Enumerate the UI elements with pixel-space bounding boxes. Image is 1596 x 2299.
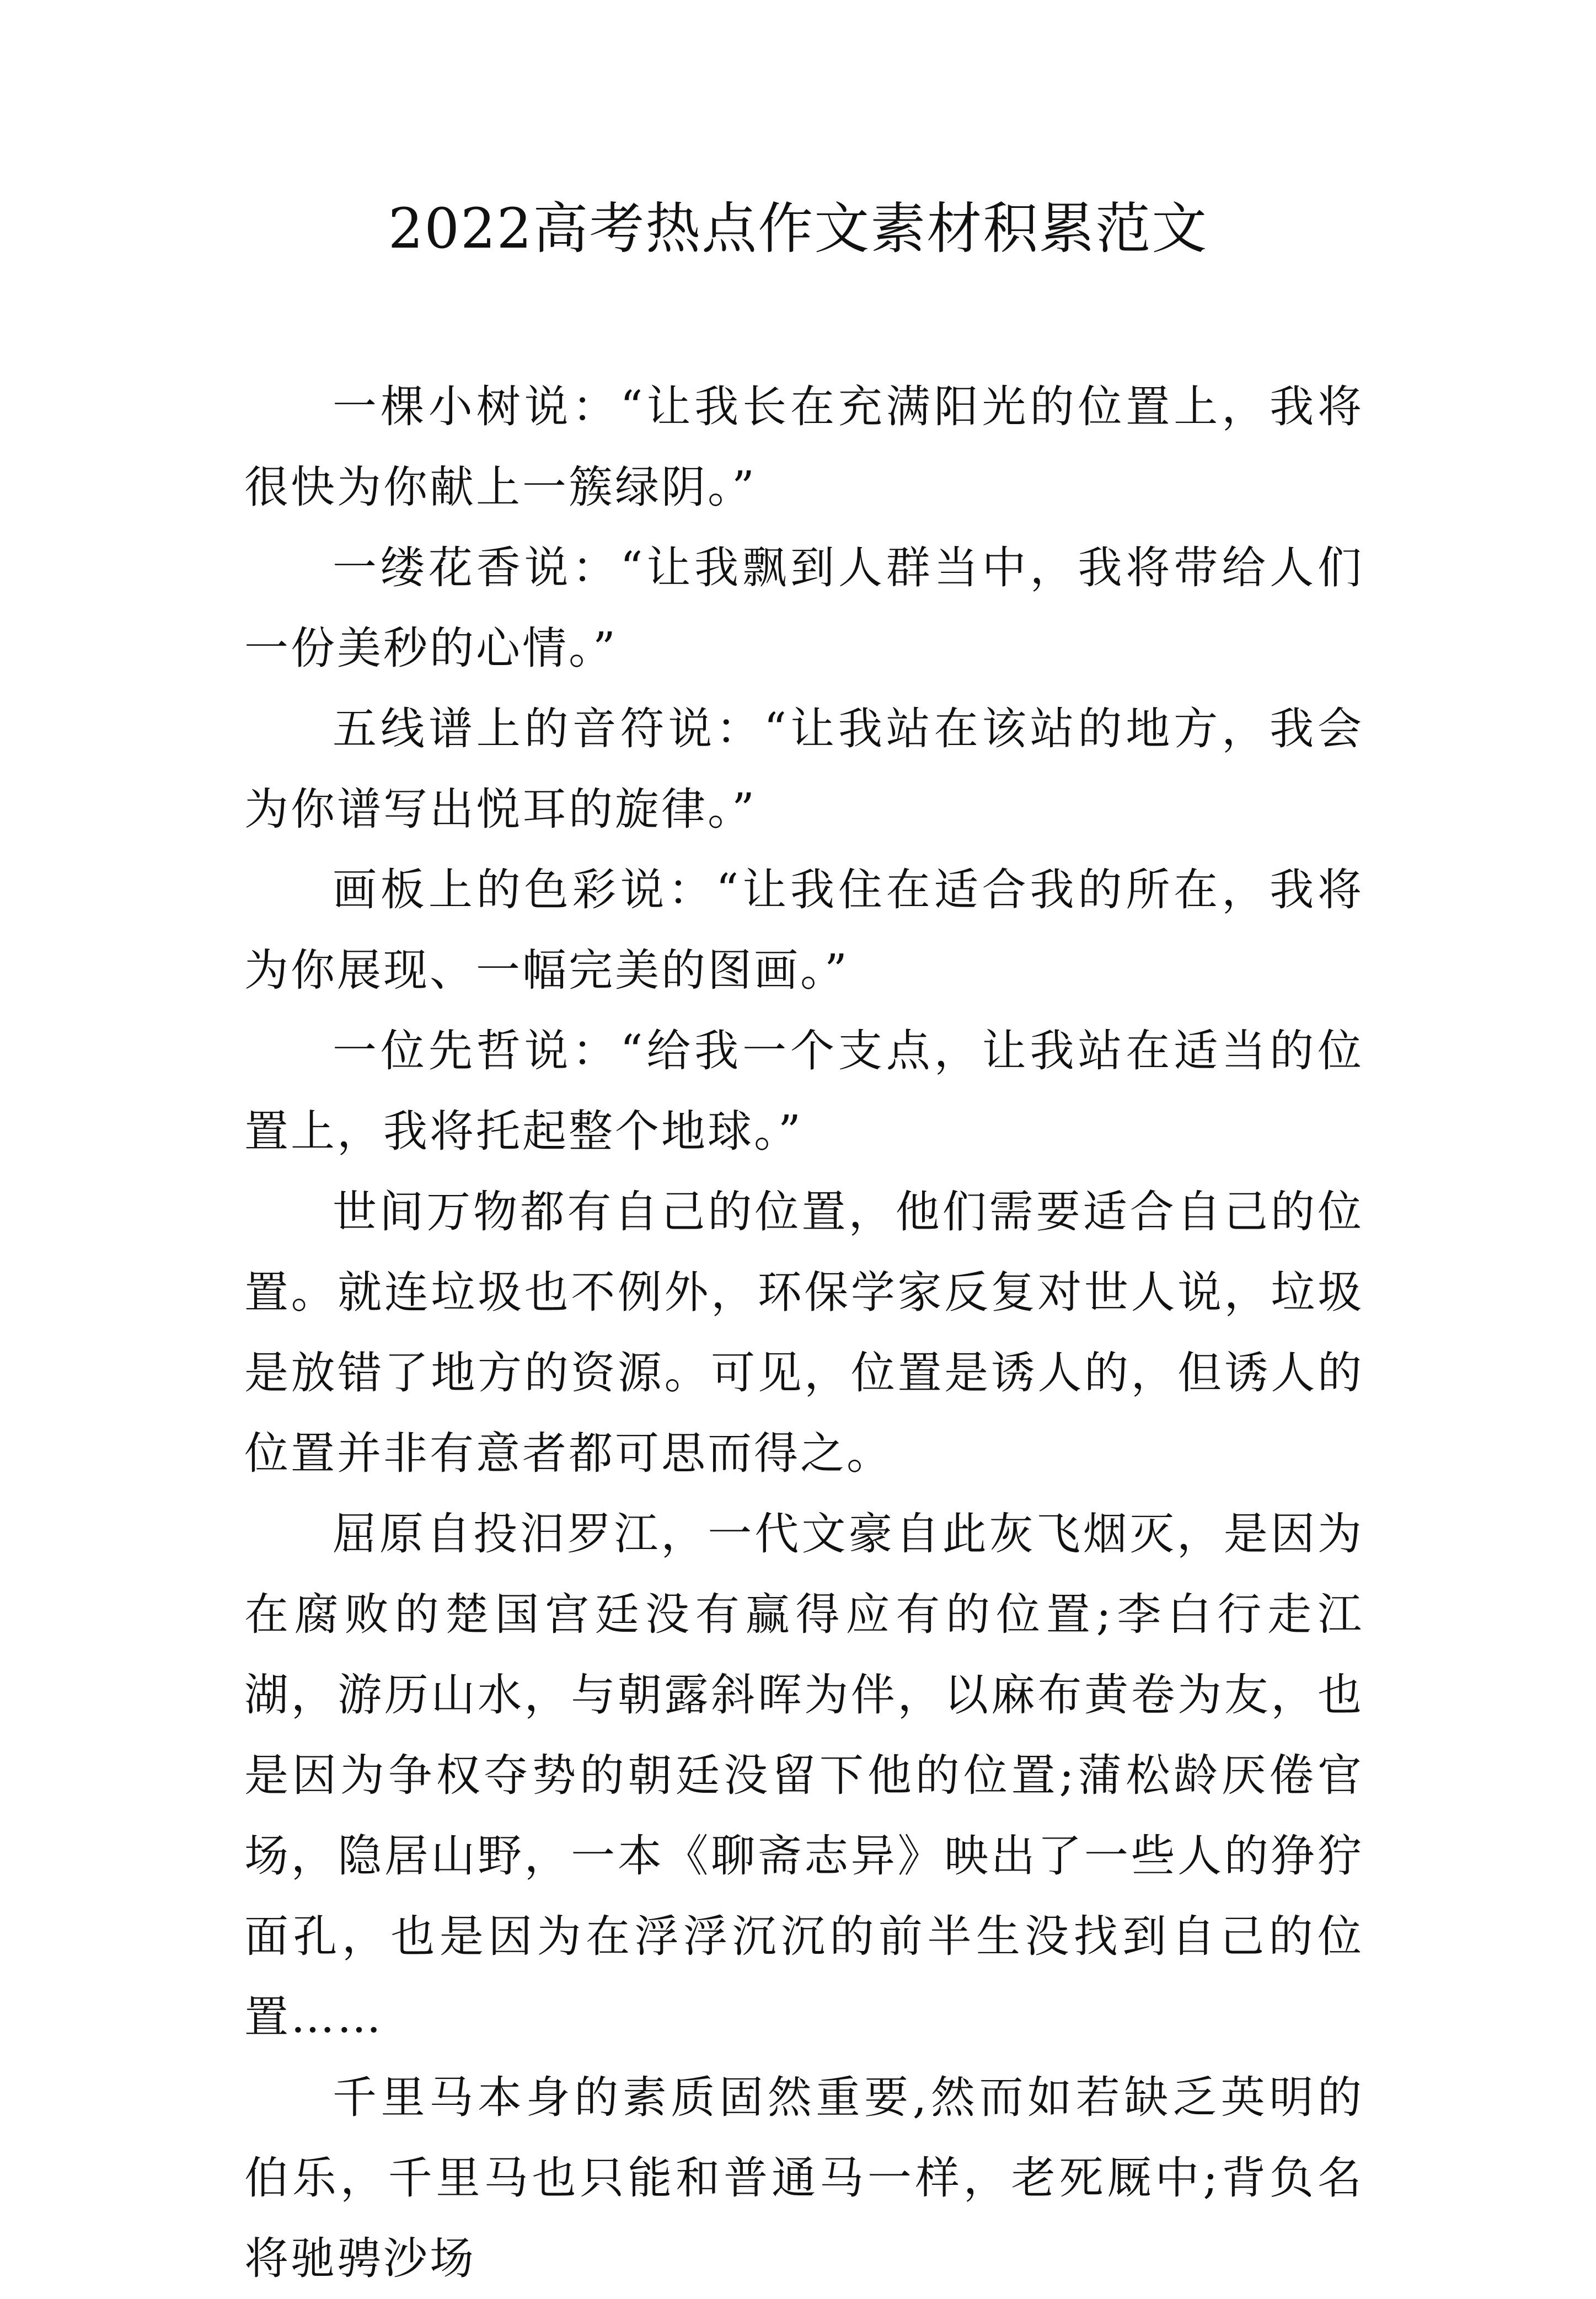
- paragraph: 千里马本身的素质固然重要,然而如若缺乏英明的伯乐，千里马也只能和普通马一样，老死厩中;背负名将驰骋沙场: [244, 2072, 1364, 2284]
- paragraph: 一位先哲说：“给我一个支点，让我站在适当的位置上，我将托起整个地球。”: [244, 1025, 1364, 1157]
- paragraph: 五线谱上的音符说：“让我站在该站的地方，我会为你谱写出悦耳的旋律。”: [244, 703, 1364, 835]
- document-title: 2022高考热点作文素材积累范文: [388, 196, 1208, 261]
- paragraph: 一棵小树说：“让我长在充满阳光的位置上，我将很快为你献上一簇绿阴。”: [244, 381, 1364, 513]
- document-body: [244, 367, 1364, 2299]
- paragraph: 世间万物都有自己的位置，他们需要适合自己的位置。就连垃圾也不例外，环保学家反复对世人说，垃圾是放错了地方的资源。可见，位置是诱人的，但诱人的位置并非有意者都可思而得之。: [244, 1186, 1364, 1479]
- paragraph: 一缕花香说：“让我飘到人群当中，我将带给人们一份美秒的心情。”: [244, 542, 1364, 674]
- paragraph: 屈原自投汨罗江，一代文豪自此灰飞烟灭，是因为在腐败的楚国宫廷没有赢得应有的位置;李白行走江湖，游历山水，与朝露斜晖为伴，以麻布黄卷为友，也是因为争权夺势的朝廷没留下他的位置;蒲松龄厌倦官场，隐居山野，一本《聊斋志异》映出了一些人的狰狞面孔，也是因为在浮浮沉沉的前半生没找到自己的位置……: [244, 1508, 1364, 2043]
- paragraph: 画板上的色彩说：“让我住在适合我的所在，我将为你展现、一幅完美的图画。”: [244, 864, 1364, 996]
